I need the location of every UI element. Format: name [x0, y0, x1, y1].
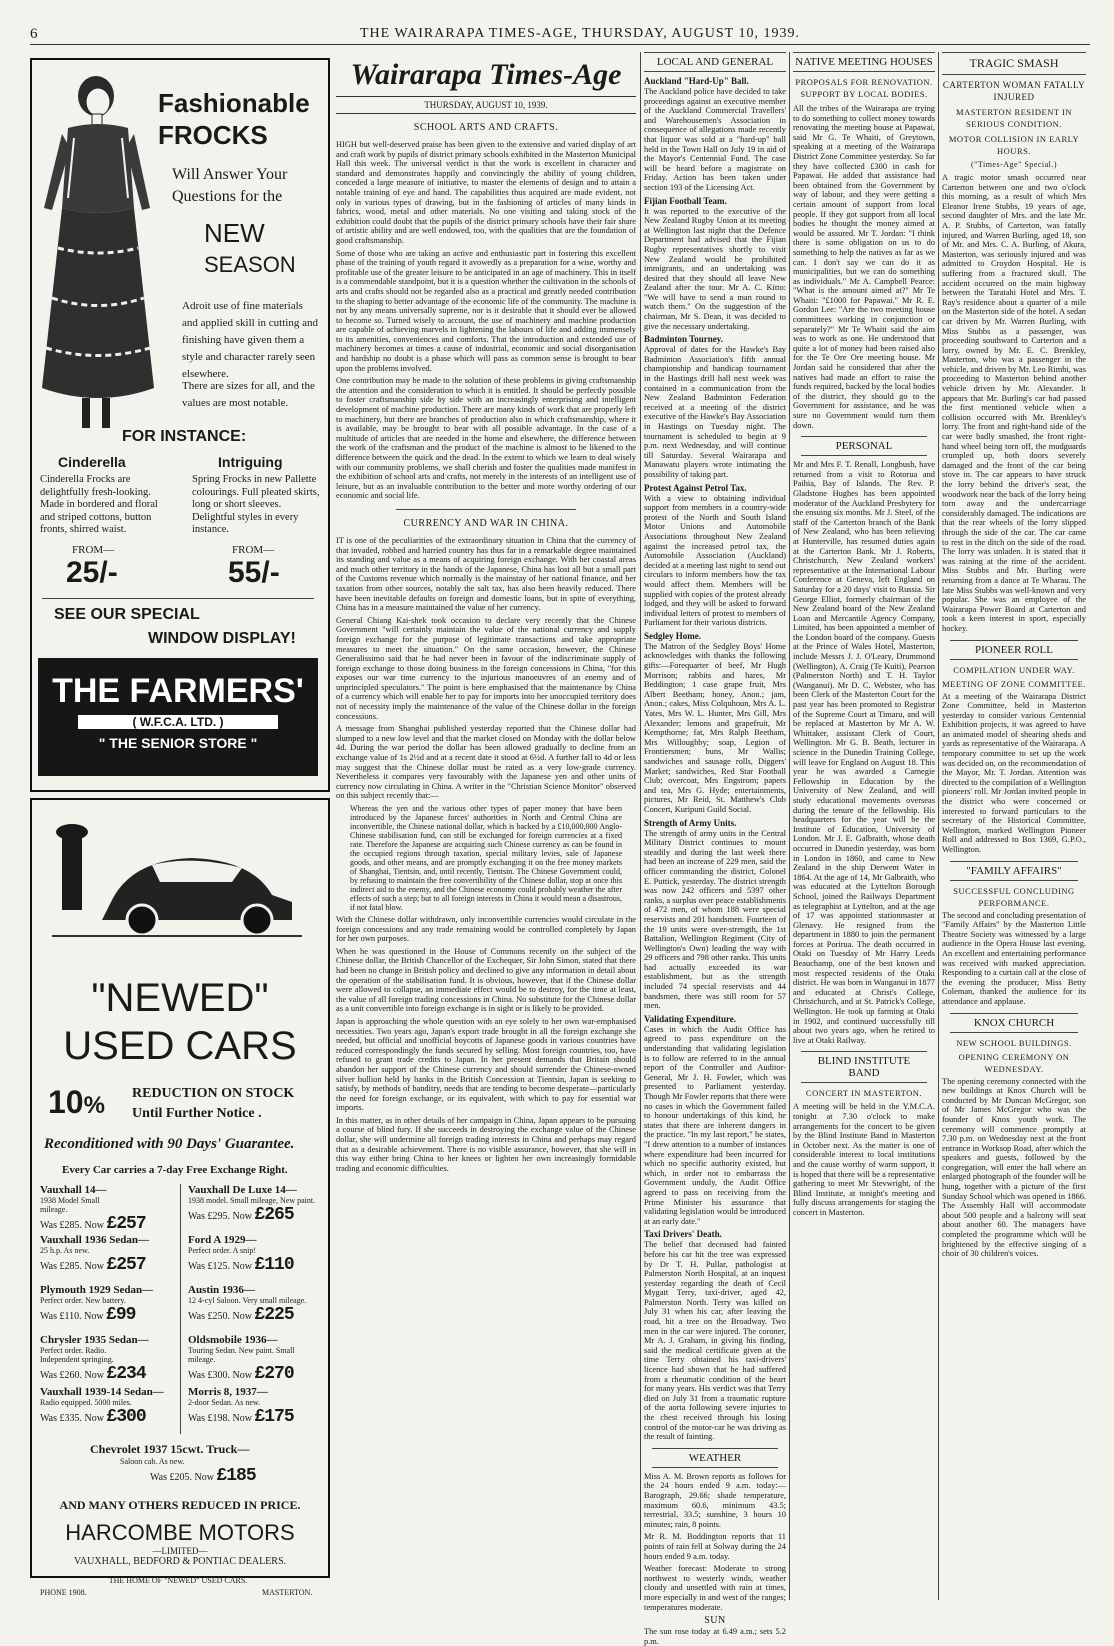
news-item-heading: Auckland "Hard-Up" Ball. [644, 76, 749, 86]
editorial-paragraph: With the Chinese dollar withdrawn, only inconvertible currencies would circulate in the foreign concessions and any trade remaining would be controlled completely by Japan for her own purposes. [336, 915, 636, 944]
frocks-advertisement [30, 58, 330, 792]
newed-heading: "NEWED" [91, 976, 269, 1020]
until-notice-line: Until Further Notice . [132, 1106, 262, 1121]
car-was: Was £205. Now [150, 1472, 214, 1483]
discount-percent [48, 1084, 105, 1121]
harcombe-name: HARCOMBE MOTORS [65, 1520, 295, 1545]
frocks-new: NEW [204, 218, 265, 248]
car-illustration [52, 820, 302, 940]
editorial-column [336, 52, 636, 1600]
news-item [644, 76, 786, 193]
column-rule [640, 52, 641, 1600]
farmers-logo [38, 658, 318, 776]
frocks-para1: Adroit use of fine materials and applied skill in cutting and finishing have given them a style and character rarely seen elsewhere. [182, 300, 318, 380]
farmers-senior-store: " THE SENIOR STORE " [98, 735, 258, 751]
exchange-line: Every Car carries a 7-day Free Exchange Right. [62, 1164, 288, 1176]
car-desc: 12 4-cyl Saloon. Very small mileage. [188, 1296, 307, 1305]
car-was-price [40, 1305, 178, 1325]
used-cars-heading: USED CARS [63, 1024, 297, 1068]
car-was-price [188, 1364, 322, 1384]
cinderella-name: Cinderella [58, 454, 126, 470]
news-item-heading: Fijian Football Team. [644, 195, 727, 206]
frocks-divider [42, 598, 314, 599]
harcombe-phone: PHONE 1908. [40, 1588, 87, 1597]
weather-forecast: Weather forecast: Moderate to strong northwest to westerly winds, weather cloudy and unsettled with rain at times, more especially in and west of the ranges; temperatures moderate. [644, 1564, 786, 1612]
news-item [644, 818, 786, 1011]
tragic-article-text: A tragic motor smash occurred near Carterton between one and two o'clock this morning, as a result of which Mrs Eleanor Irene Stubbs, 19 years of age, second daughter of Mrs. and the late Mr. A. P. Stubbs, of Carterton, was fatally injured, and Warren Burling, aged 18, son of Mr. and Mrs. C. A. Burling, of Akura, Masterton, was seriously injured and was admitted to Croydon Hospital. He is suffering from a fractured skull. The accident occurred on the main highway between the Taratahi Hotel and Mrs. T. Ray's residence about a quarter of a mile on the Masterton side of the hotel. A sedan car driven by Mr. Warren Burling, with Miss Stubbs as a passenger, was proceeding southward to Carterton and a lorry, owned by Mr. E. C. Brenkley, Masterton, who was a passenger in the vehicle, and driven by Mr. Leo Rimbi, was proceeding to Masterton behind another vehicle driven by Mr. Alexander. It appears that Mr. Burling's car had passed the first mentioned vehicle when a collision occurred with Mr. Brenkley's lorry. The front and right-hand side of the car were badly smashed, the front right-hand wheel being torn off, the mudguards crumpled up, both doors severely damaged and the front of the car being stove in. The car appears to have struck the lorry behind the driver's seat, the woodwork near the back of the lorry being torn away and the undercarriage considerably damaged. The indications are that the rear wheels of the lorry slipped through the side of the car. The car came to rest in the ditch on the side of the road. The lorry was unladen. It is stated that it was raining at the time of the accident. Miss Stubbs and Mr. Burling were returning from a dance at Te Wharau. The late Miss Stubbs was well-known and very popular. She was an employee of the Wairarapa Power Board at Carterton and took a keen interest in sport, especially hockey. [942, 173, 1086, 633]
car-was: Was £198. Now [188, 1413, 252, 1424]
news-item-heading: Strength of Army Units. [644, 817, 737, 828]
news-item-heading: Sedgley Home. [644, 630, 701, 641]
tragic-subheading: MOTOR COLLISION IN EARLY HOURS. [948, 134, 1080, 156]
personal-text: Mr and Mrs F. T. Renall, Longbush, have returned from a visit to Rotorua and Paihia, Bay of Islands. The Rev. P. Gladstone Hughes has been appointed moderator of the Auckland Presbytery for the ensuing six months. Mr J. Steel, of the staff of the Carterton branch of the Bank of New Zealand, who has been relieving at Hunterville, has resumed duties again at the Carterton Bank. Mr J. Roberts, Christchurch, New Zealand workers' representative at the International Labour Conference at Geneva, left England on Saturday for a 20 days' visit to Russia. Sir George Elliot, formerly chairman of the New Zealand board of the New Zealand Loan and Mercantile Agency Company, Limited, has been appointed a member of the London board of the company. Guests at the Prince of Wales Hotel, Masterton, include Messrs J. J. O'Leary, Drummond (Wellington), A. Craig (Te Kuiti), Pearson (Palmerston North) and T. H. Taylor (Wanganui). Mr D. C. Webster, who has been Clerk of the Masterton Court for the past year has been promoted to Registrar of the Supreme Court at Timaru, and will be replaced at Masterton by Mr A. W. Whittaker, assistant Clerk of Court, Wellington. Mr G. B. Beath, lecturer in science in the Dunedin Training College, will leave for England on August 18. This year he was awarded a Carnegie Fellowship in Education by the University of New Zealand, and will study educational movements overseas during the tenure of the fellowship. His headquarters for the year will be the Institute of Education, University of London. Mr J. E. Galbraith, whose death occurred in Dunedin yesterday, was born in London in 1860, and came to New Zealand in the ship Derwent Water in 1864. At the age of 14, Mr Galbraith, who was educated at the Lyttelton Borough School, joined the Railways Department as telegraphist at Lyttelton, and at the age of 17 was appointed stationmaster at Glenavy. He resigned from the department in 1880 to join the permanent forces at Porirua. The death occurred in Otaki on Tuesday of Mr Harry Leeds Beauchamp, one of the best known and most respected residents of the Otaki district. He was born in Wanganui in 1877 and educated at Christ's College, Christchurch, and at St. Patrick's College, Wellington. He took up farming at Otaki in 1902, and continued successfully till about two years ago, when he retired to live at Otaki Railway. [793, 460, 935, 1045]
car-name: Chrysler 1935 Sedan— [40, 1334, 149, 1346]
local-general-heading: LOCAL AND GENERAL [644, 52, 786, 72]
family-affairs-heading: "FAMILY AFFAIRS" [950, 861, 1078, 881]
fashion-illustration [38, 68, 158, 438]
car-desc: 1938 Model Small mileage. [40, 1196, 100, 1214]
news-item-text: The belief that deceased had fainted before his car hit the tree was expressed by Dr T. H. Pullar, pathologist at Palmerston North Hospital, at an inquest yesterday regarding the death of Cecil Mygatt Terry, taxi-driver, aged 42, Palmerston North. Terry was killed on July 31 when his car, after leaving the road, hit a tree on the Broadway. Two men in the car were injured. The coroner, Mr A. J. Graham, in giving his finding, said the medical certificate given at the time Terry obtained his taxi-drivers' licence had shown that he had suffered from a rheumatic condition of the heart for many years. His verdict was that Terry died on July 31 from a traumatic rupture of the aorta following severe injuries to the chest received through his losing control of the motor-car he was driving as the result of fainting. [644, 1240, 786, 1442]
many-others-line: AND MANY OTHERS REDUCED IN PRICE. [59, 1498, 301, 1512]
car-name: Vauxhall 1936 Sedan— [40, 1234, 150, 1246]
news-item-text: The Auckland police have decided to take proceedings against an executive member of the Auckland Commercial Travellers' and Warehousemen's Association in consequence of allegations made recently that liquor was sold at a "hard-up" ball held in the Town Hall on July 19 in aid of the Mayor's Centennial Fund. The case will be heard before a magistrate on Friday. Action has been taken under section 193 of the Licensing Act. [644, 87, 786, 192]
family-affairs-subheading: SUCCESSFUL CONCLUDING PERFORMANCE. [953, 885, 1075, 908]
editorial-paragraph: In this matter, as in other details of her campaign in China, Japan appears to be pursuing a course of blind fury. If she succeeds in destroying the exchange value of the Chinese dollar, she will undermine all foreign trading interests in China and perhaps may regard that as a desirable achievement. There is no visible assurance, however, that she will in this way either bring China to her knees or lighten her own increasingly formidable trading and economic difficulties. [336, 1115, 636, 1173]
car-was: Was £260. Now [40, 1370, 104, 1381]
car-name: Austin 1936— [188, 1284, 255, 1296]
car-entry [188, 1234, 322, 1284]
news-item [644, 334, 786, 479]
knox-subheading: NEW SCHOOL BUILDINGS. [956, 1037, 1072, 1048]
tragic-smash-heading: TRAGIC SMASH [942, 52, 1086, 75]
car-name: Oldsmobile 1936— [188, 1334, 278, 1346]
news-item-heading: Validating Expenditure. [644, 1013, 737, 1024]
chevrolet-desc: Saloon cab. As new. [120, 1457, 185, 1466]
special-display-line1: SEE OUR SPECIAL [54, 606, 200, 623]
news-item-text: Approval of dates for the Hawke's Bay Badminton Association's fifth annual championship and handicap tournament in the Hastings drill hall next week was contained in a communication from the New Zealand Badminton Federation received at a meeting of the district executive of the Hawke's Bay Association in Hastings on Tuesday night. The tournament is scheduled to begin at 9 p.m. next Wednesday, and will continue till Saturday. Several Wairarapa and Manawatu players wrote intimating the possibility of taking part. [644, 345, 786, 479]
harcombe-limited: —LIMITED— [152, 1546, 208, 1556]
frocks-title-fashionable: Fashionable [158, 88, 310, 118]
farmers-name: THE FARMERS' [52, 672, 304, 710]
intriguing-desc: Spring Frocks in new Pallette colourings. Full pleated skirts, long or short sleeves. Delightful styles in every instance. [192, 474, 320, 535]
news-item-text: Cases in which the Audit Office has agreed to pass expenditure on the understanding that validating legislation is to follow are referred to in the annual report of the Controller and Auditor-General, Mr J. H. Fowler, which was presented to Parliament yesterday. Though Mr Fowler reports that there were no cases in which the Government failed to honour undertakings of this kind, he states that there are inherent dangers in the practice. "In my last report," he states, "I drew attention to a number of instances where expenditure had been incurred for which no specific authority existed, but which, in order not to embarrass the Government unduly, the Audit Office agreed to pass on receiving from the Prime Minister his assurance that validating legislation would be introduced at an early date." [644, 1024, 786, 1226]
page-header-title: THE WAIRARAPA TIMES-AGE, THURSDAY, AUGUST 10, 1939. [360, 26, 800, 41]
native-article-text: All the tribes of the Wairarapa are trying to do something to collect money towards renovating the meeting house at Papawai, said Mr G. Te Whaiti, of Greytown, speaking at a meeting of the Wairarapa District Zone Committee yesterday. So far they have collected £300 in cash for Papawai. He added that assistance had been obtained from the Government by way of labour, and they were getting a certain amount of support from local people. If they got support from all local bodies he thought the money aimed at would be assured. Mr T. Jordan: "I think there is some obligation on us to do something to help the natives as far as we can. I don't say we can do it as municipalities, but we can do something as individuals." Mr A. Campbell Pearce: "What is the amount aimed at?" Mr Te Whaiti: "£1000 for Papawai." Mr R. E. Gordon Lee: "Are the two meeting house committees working in conjunction or separately?" Mr Te Whaiti said the aim was to work as one. He understood that quite a lot of money had been raised also for the Te Ore Ore meeting house. Mr Jordan said he considered that after the natives had made an effort to raise the funds required, backed by the local bodies of the district, they should go to the Government for assistance, and he was sure no Government would turn them down. [793, 104, 935, 430]
car-entry [40, 1334, 178, 1386]
car-now-price: £110 [254, 1255, 294, 1275]
frocks-for-instance: FOR INSTANCE: [122, 428, 247, 445]
car-was: Was £295. Now [188, 1211, 252, 1222]
car-was: Was £250. Now [188, 1311, 252, 1322]
discount-percent-sign: % [83, 1092, 105, 1119]
car-now-price: £234 [106, 1364, 146, 1384]
tragic-special-tag: ("Times-Age" Special.) [970, 160, 1058, 169]
blind-institute-text: A meeting will be held in the Y.M.C.A. tonight at 7.30 o'clock to make arrangements for the concert to be given by the Blind Institute Band in Masterton in October next. As the matter is one of considerable interest to local institutions and the cause worthy of warm support, it is hoped that there will be a representative gathering to meet Mr Stevwright, of the Blind Institute, at tonight's meeting and fully discuss arrangements for staging the concert in Masterton. [793, 1102, 935, 1217]
farmers-wfca: ( W.F.C.A. LTD. ) [78, 715, 278, 729]
tragic-subheading: CARTERTON WOMAN FATALLY INJURED [942, 80, 1086, 102]
pioneer-article-text: At a meeting of the Wairarapa District Zone Committee, held in Masterton yesterday to consider various Centennial Exhibition projects, it was agreed to have an animated model of shearing sheds and yards as representative of the Wairarapa. A temporary committee to set up the work was decided on, on the recommendation of the Mayor, Mr. T. Jordan. Attention was directed to the compilation of a Wellington pioneers' roll. Mr Jordan invited people in the district who were concerned or interested to forward particulars to the secretary of the Historical Committee, Wellington, marked Wellington Pioneer Roll and addressed to Box 1369, G.P.O., Wellington. [942, 691, 1086, 854]
page-masthead [30, 22, 1090, 45]
harcombe-town: MASTERTON. [262, 1588, 313, 1597]
chevrolet-name: Chevrolet 1937 15cwt. Truck— [90, 1442, 250, 1456]
page-number: 6 [30, 26, 38, 42]
editorial-paragraph: General Chiang Kai-shek took occasion to declare very recently that the Chinese Government "will certainly maintain the value of the national currency and supply foreign exchange for the purpose of legitimate transactions and take appropriate measures to meet the situation." On the same occasion, however, the Chinese Generalissimo said that he had never been in favour of the indiscriminate supply of foreign exchange to those doing business in the foreign concessions in China, "for this exposes our war time currency to the injurious manoeuvres of an enemy and of unprincipled speculators." The point is here emphasised that the maintenance by China of a currency which will enable her to pay for imports into her unoccupied territory does not of necessity imply the maintenance of the value of the Chinese dollar in the foreign concessions. [336, 615, 636, 721]
car-desc: Touring Sedan. New paint. Small mileage. [188, 1346, 295, 1364]
car-was: Was £110. Now [40, 1311, 104, 1322]
reconditioned-line: Reconditioned with 90 Days' Guarantee. [44, 1136, 295, 1152]
car-name: Vauxhall 14— [40, 1184, 107, 1196]
weather-heading: WEATHER [652, 1448, 778, 1468]
sun-heading: SUN [704, 1615, 726, 1627]
frocks-line1: Will Answer Your [172, 166, 288, 183]
native-meeting-heading: NATIVE MEETING HOUSES [793, 52, 935, 72]
school-arts-heading: SCHOOL ARTS AND CRAFTS. [413, 122, 559, 133]
news-item [644, 1229, 786, 1441]
car-now-price: £185 [216, 1466, 256, 1486]
editorial-paragraph: When he was questioned in the House of Commons recently on the subject of the Chinese dollar, the British Chancellor of the Exchequer, Sir John Simon, stated that there had been no change in British policy and declined to give any information in detail about the operation of the stabilisation fund. It is obvious, however, that if the Chinese dollar were allowed to collapse, an immediate effect would be to destroy, for the time at least, the value of all foreign trading concessions in China. No substitute for the Chinese dollar as a unit convertible into foreign exchange is in sight or is likely to be provided. [336, 946, 636, 1014]
pioneer-subheading: MEETING OF ZONE COMMITTEE. [942, 678, 1086, 689]
car-entry [40, 1184, 178, 1234]
news-item-heading: Taxi Drivers' Death. [644, 1229, 722, 1240]
blind-institute-subheading: CONCERT IN MASTERTON. [805, 1088, 923, 1099]
car-was: Was £300. Now [188, 1370, 252, 1381]
car-entry [40, 1234, 178, 1284]
car-was: Was £285. Now [40, 1220, 104, 1231]
car-now-price: £265 [254, 1205, 294, 1225]
frocks-line2: Questions for the [172, 188, 283, 205]
native-personal-column [793, 52, 935, 1600]
tragic-subheading: MASTERTON RESIDENT IN SERIOUS CONDITION. [956, 107, 1072, 129]
car-was-price [188, 1407, 322, 1427]
editorial-quote: Whereas the yen and the various other types of paper money that have been introduced by the Japanese forces' authorities in North and Central China are inconvertible, the Chinese national dollar, which is backed by a £10,000,000 Anglo-Chinese stabilisation fund, can still be exchanged for foreign currencies at a fixed rate. Therefore the Japanese are acquiring such Chinese currency as can be found in the occupied regions through taxation, special military levies, sale of Japanese goods, and other means, and are promptly exchanging it on the free money markets of Shanghai, Tientsin, and, until recently, Tientsin. The Chinese Government could, by refusing to maintain the free convertibility of the Chinese dollar, stop at once this indirect aid to the enemy, and the Chinese economy could probably weather the after effects of such a step; but to all foreign interests in China it would mean a disastrous, if not fatal blow. [350, 804, 623, 912]
car-desc: 25 h.p. As new. [40, 1246, 90, 1255]
cinderella-desc: Cinderella Frocks are delightfully fresh-looking. Made in bordered and floral and striped cottons, button fronts, shirred waist. [40, 474, 158, 535]
intriguing-name: Intriguing [218, 454, 283, 470]
frocks-title-frocks: FROCKS [158, 120, 268, 150]
knox-church-heading: KNOX CHURCH [950, 1013, 1078, 1033]
car-now-price: £99 [106, 1305, 136, 1325]
car-list-right [188, 1184, 322, 1436]
news-item [644, 483, 786, 628]
intriguing-price: 55/- [228, 556, 280, 589]
car-now-price: £225 [254, 1305, 294, 1325]
intriguing-from: FROM— [232, 544, 275, 556]
reduction-line: REDUCTION ON STOCK [132, 1086, 295, 1101]
car-name: Vauxhall De Luxe 14— [188, 1184, 297, 1196]
weather-text: Mr R. M. Boddington reports that 11 points of rain fell at Solway during the 24 hours ended 9 a.m. today. [644, 1532, 786, 1561]
knox-subheading: OPENING CEREMONY ON WEDNESDAY. [958, 1051, 1070, 1074]
car-name: Ford A 1929— [188, 1234, 257, 1246]
pioneer-roll-heading: PIONEER ROLL [950, 640, 1078, 660]
car-was-price [188, 1305, 322, 1325]
editorial-paragraph: A message from Shanghai published yesterday reported that the Chinese dollar had slumped to a new low level and that the market closed on Monday with the dollar below 4d. During the war period the dollar has been allowed gradually to decline from an exchange value of 1s 2½d and at a recent date it stood at 6½d. A further fall to 4d or less may suggest that the Chinese dollar must be rated as a very low-grade currency. Nevertheless it compares very favourably with the Japanese yen and other units of currency now circulating in China. A writer in the "Christian Science Monitor" observed on this subject recently that:— [336, 724, 636, 801]
car-entry [188, 1184, 322, 1234]
frocks-para2: There are sizes for all, and the values are most notable. [182, 380, 315, 409]
car-name: Morris 8, 1937— [188, 1386, 268, 1398]
car-was: Was £335. Now [40, 1413, 104, 1424]
car-list-left [40, 1184, 178, 1436]
news-item [644, 631, 786, 815]
news-item-text: The strength of army units in the Central Military District continues to mount steadily and during the last week there had been an increase of 229 men, said the officer commanding the district, Colonel E. Puttick, yesterday. The district strength was now 242 officers and 5397 other ranks, a surplus over peace establishments of 472 men, of whom 188 were special reservists and 201 bandsmen. Fourteen of the 19 units were over-strength, the 1st Battalion, Wellington Regiment (City of Wellington's Own) leading the way with 29 officers and 798 other ranks. This units had actually exceeded its war establishment, but as the strength included 74 special reservists and 44 bandsmen, there was still room for 57 men. [644, 828, 786, 1011]
native-subheading: SUPPORT BY LOCAL BODIES. [800, 89, 928, 99]
car-desc: 1938 model. Small mileage, New paint. [188, 1196, 316, 1205]
car-now-price: £257 [106, 1255, 146, 1275]
car-entry [40, 1386, 178, 1436]
harcombe-home: THE HOME OF "NEWED" USED CARS. [108, 1576, 248, 1585]
car-was-price [40, 1214, 178, 1234]
tragic-smash-column [942, 52, 1086, 1600]
car-desc: 2-door Sedan. As new. [188, 1398, 261, 1407]
car-entry [40, 1284, 178, 1334]
chevrolet-entry [90, 1442, 320, 1486]
editorial-paragraph: IT is one of the peculiarities of the extraordinary situation in China that the currency of that invaded, robbed and harried country has thus far in a remarkable degree maintained its standing and value as a means of acquiring foreign exchange. With her coastal areas and much other territory in the hands of the Japanese, China has lost all but a small part of the Customs revenue which normally is the mainstay of her national finance, and her taxation from other sources, notably the salt tax, has also been heavily reduced. There have been inevitable defaults on foreign and domestic loans, but in spite of everything, China has in a measure maintained the value of her currency. [336, 535, 636, 613]
car-desc: Perfect order. New battery. [40, 1296, 126, 1305]
car-was-price [40, 1407, 178, 1427]
chevrolet-price [90, 1466, 320, 1486]
column-rule [938, 52, 939, 1600]
personal-heading: PERSONAL [801, 436, 927, 456]
paper-nameplate: Wairarapa Times-Age [336, 52, 636, 97]
family-affairs-text: The second and concluding presentation of "Family Affairs" by the Masterton Little Theatre Society was witnessed by a large audience in the Opera House last evening. An excellent and entertaining performance was received with marked appreciation. Responding to a curtain call at the close of the evening the producer, Miss Betty Coleman, thanked the audience for its attendance and applause. [942, 910, 1086, 1006]
car-entry [188, 1284, 322, 1334]
car-now-price: £270 [254, 1364, 294, 1384]
car-was-price [188, 1205, 322, 1225]
local-general-column [644, 52, 786, 1646]
car-now-price: £175 [254, 1407, 294, 1427]
knox-article-text: The opening ceremony connected with the new buildings at Knox Church will be conducted by Mr Duncan McGregor, son of Mr James McGregor who was the founder of Knox youth work. The ceremony will commence promptly at 7.30 p.m. on Wednesday next at the front entrance in Worksop Road, after which the speakers and guests, followed by the congregation, will enter the hall where an enlarged photograph of the founder will be hung, together with a picture of the first Sunday School which was opened in 1866. The Assembly Hall will accommodate about 500 people and a balcony will seat about another 60. The managers have completed the programme which will be brightened by the effective singing of a choir of 30 children's voices. [942, 1076, 1086, 1259]
news-item-heading: Badminton Tourney. [644, 334, 724, 345]
news-item [644, 1014, 786, 1226]
news-item-heading: Protest Against Petrol Tax. [644, 482, 747, 493]
editorial-paragraph: One contribution may be made to the solution of these problems in giving craftsmanship the attention and the consideration to which it is entitled. It should be perfectly possible to foster craftsmanship side by side with an increasingly enterprising and intelligent development of machine production. There are many kinds of work that are properly left to machinery, but there are branches of production also in which craftsmanship, where it is available, may be brought to bear with all possible advantage. In the case of a multitude of articles that are needed in the home and elsewhere, the difference between the work of the craftsman and the product of the machine is almost to be likened to the difference between the quick and the dead. In the extent to which we learn to deal wisely with our community problems, we shall cherish and foster the qualities made manifest in the exhibition of school arts and crafts, not merely in the interests of an intelligent use of leisure, but as an invaluable contribution to the better and more worthy ordering of our economic and social life. [336, 376, 636, 501]
news-item-text: It was reported to the executive of the New Zealand Rugby Union at its meeting at Wellington last night that the Defence Department had advised that the Fijian Rugby representatives shortly to visit New Zealand would be prohibited immigrants, and an undertaking was desired that they should all leave New Zealand after the tour. Mr A. C. Kitto: "We will have to send a man round to watch them." On the suggestion of the chairman, Mr S. Dean, it was decided to give the necessary undertaking. [644, 206, 786, 331]
weather-text: Miss A. M. Brown reports as follows for the 24 hours ended 9 a.m. today:—Barograph, 29.66; shade temperature, maximum 60.6, minimum 43.5; terrestrial, 33.5; sunshine, 3 hours 10 minutes; rain, 8 points. [644, 1471, 786, 1529]
cars-column-divider [180, 1184, 181, 1434]
editorial-divider [396, 509, 576, 510]
car-desc: Radio equipped. 5000 miles. [40, 1398, 132, 1407]
news-item-text: The Matron of the Sedgley Boys' Home acknowledges with thanks the following gifts:—Forequarter of beef, Mr Hugh Morrison; rabbits and hares, Mr Beddington; 1 case grape fruit, Mrs Albert Beetham; honey, Anon.; jam, Anon.; cakes, Miss Colquhoun, Mrs A. L. Yates, Mrs W. L. Hunter, Mrs Gill, Mrs Alexander; lemons and grapefruit, Mr Kempthorne; fat, Mrs Ralph Beetham, Mrs Willoughby; soap, Legion of Frontiersmen; buns, Mr Wallis; sandwiches and sausage rolls, Diggers' Market; sandwiches, Red Star Football Club; overcoat, Mrs Engstrom; papers and tea, Mrs G. Hyde; entertainments, pictures, Mr Reid, St. Matthew's Club Concert, Kuripuni Guild Social. [644, 641, 786, 814]
car-was-price [188, 1255, 322, 1275]
sun-text: The sun rose today at 6.49 a.m.; sets 5.2 p.m. [644, 1627, 786, 1646]
native-subheading: PROPOSALS FOR RENOVATION. [795, 77, 933, 87]
currency-heading: CURRENCY AND WAR IN CHINA. [403, 517, 569, 529]
blind-institute-heading: BLIND INSTITUTE BAND [801, 1051, 927, 1083]
editorial-paragraph: Japan is approaching the whole question with an eye solely to her own war-emphasised necessities. Two years ago, Japan's export trade brought in all the foreign exchange she needed, but official and unofficial boycotts of Japanese goods in various countries have reduced correspondingly the funds secured by selling. Most foreign countries, too, have refused to grant trade credits to Japan. In her present demands that Britain should abandon her support of the Chinese currency and should surrender the Chinese-owned silver bullion held by banks in the British Concession at Tientsin, Japan is seeking to satisfy, by methods of banditry, needs that are tending to become desperate—particularly the need for foreign exchange, or its equivalent, with which to pay for essential war imports. [336, 1016, 636, 1113]
harcombe-dealers: VAUXHALL, BEDFORD & PONTIAC DEALERS. [73, 1556, 287, 1567]
car-desc: Perfect order. Radio. Independent springing. [40, 1346, 114, 1364]
car-was: Was £125. Now [188, 1261, 252, 1272]
car-name: Plymouth 1929 Sedan— [40, 1284, 154, 1296]
car-was-price [40, 1364, 178, 1384]
car-name: Vauxhall 1939-14 Sedan— [40, 1386, 164, 1398]
car-was: Was £285. Now [40, 1261, 104, 1272]
editorial-date: THURSDAY, AUGUST 10, 1939. [336, 97, 636, 114]
car-was-price [40, 1255, 178, 1275]
car-desc: Perfect order. A snip! [188, 1246, 256, 1255]
news-item [644, 196, 786, 332]
car-entry [188, 1334, 322, 1386]
car-now-price: £257 [106, 1214, 146, 1234]
special-display-line2: WINDOW DISPLAY! [148, 630, 296, 647]
harcombe-motors-advertisement [30, 798, 330, 1578]
column-rule [789, 52, 790, 1600]
editorial-paragraph: HIGH but well-deserved praise has been given to the extensive and varied display of art and craft work by pupils of district primary schools exhibited in the Masterton Municipal Hall this week. The universal verdict is that the work is excellent in character and standard and demonstrates happily and convincingly the ability of young children, conceded a large measure of initiative, to master the elements of design and to attain a notable training of eye and hand. The capabilities thus acquired are made evident, not only in various types of drawing, but in the fashioning of articles of many kinds in fabrics, wood, metal and other materials. No one visiting and taking stock of the exhibition could doubt that the pupils of the district primary schools have their fair share of artistic ability and are well endowed, too, with the qualities that are the foundation of good craftsmanship. [336, 140, 636, 245]
cinderella-from: FROM— [72, 544, 115, 556]
pioneer-subheading: COMPILATION UNDER WAY. [953, 664, 1075, 675]
editorial-paragraph: Some of those who are taking an active and enthusiastic part in fostering this excellent phase of the training of youth regard it avowedly as a preparation for a wise, worthy and profitable use of the greater leisure to be anticipated in an age of machinery. This in itself is a commendable standpoint, but it is a question whether the cultivation in the schools of arts and crafts should not be regarded also as a practical and greatly needed contribution to the shaping to better advantage of the economic life of the community. The machine is not by any means universally supreme, nor is it desirable that it should ever be allowed to become so. Turned wisely to account, the use of machinery and machine production are capable of achieving marvels in lightening the labours of life and adding immensely to its amenities, conveniences and comforts. That the introduction and extended use of machinery becomes at times a cause of industrial, economic and social disorganisation and hardship no doubt is a phase which will pass as common sense is brought to bear upon the problems involved. [336, 248, 636, 373]
frocks-season: SEASON [204, 252, 296, 277]
discount-number: 10 [48, 1084, 84, 1120]
car-now-price: £300 [106, 1407, 146, 1427]
car-entry [188, 1386, 322, 1436]
cinderella-price: 25/- [66, 556, 118, 589]
news-item-text: With a view to obtaining individual support from members in a country-wide protest of the North and South Island Motor Unions and Automobile Associations throughout New Zealand against the increased petrol tax, the Automobile Association (Auckland) decided at a meeting last night to send out circulars to inform members how the tax would affect them. Members will be supplied with copies of the protest already lodged, and they will be asked to forward individual letters of protest to members of Parliament for their various districts. [644, 493, 786, 628]
